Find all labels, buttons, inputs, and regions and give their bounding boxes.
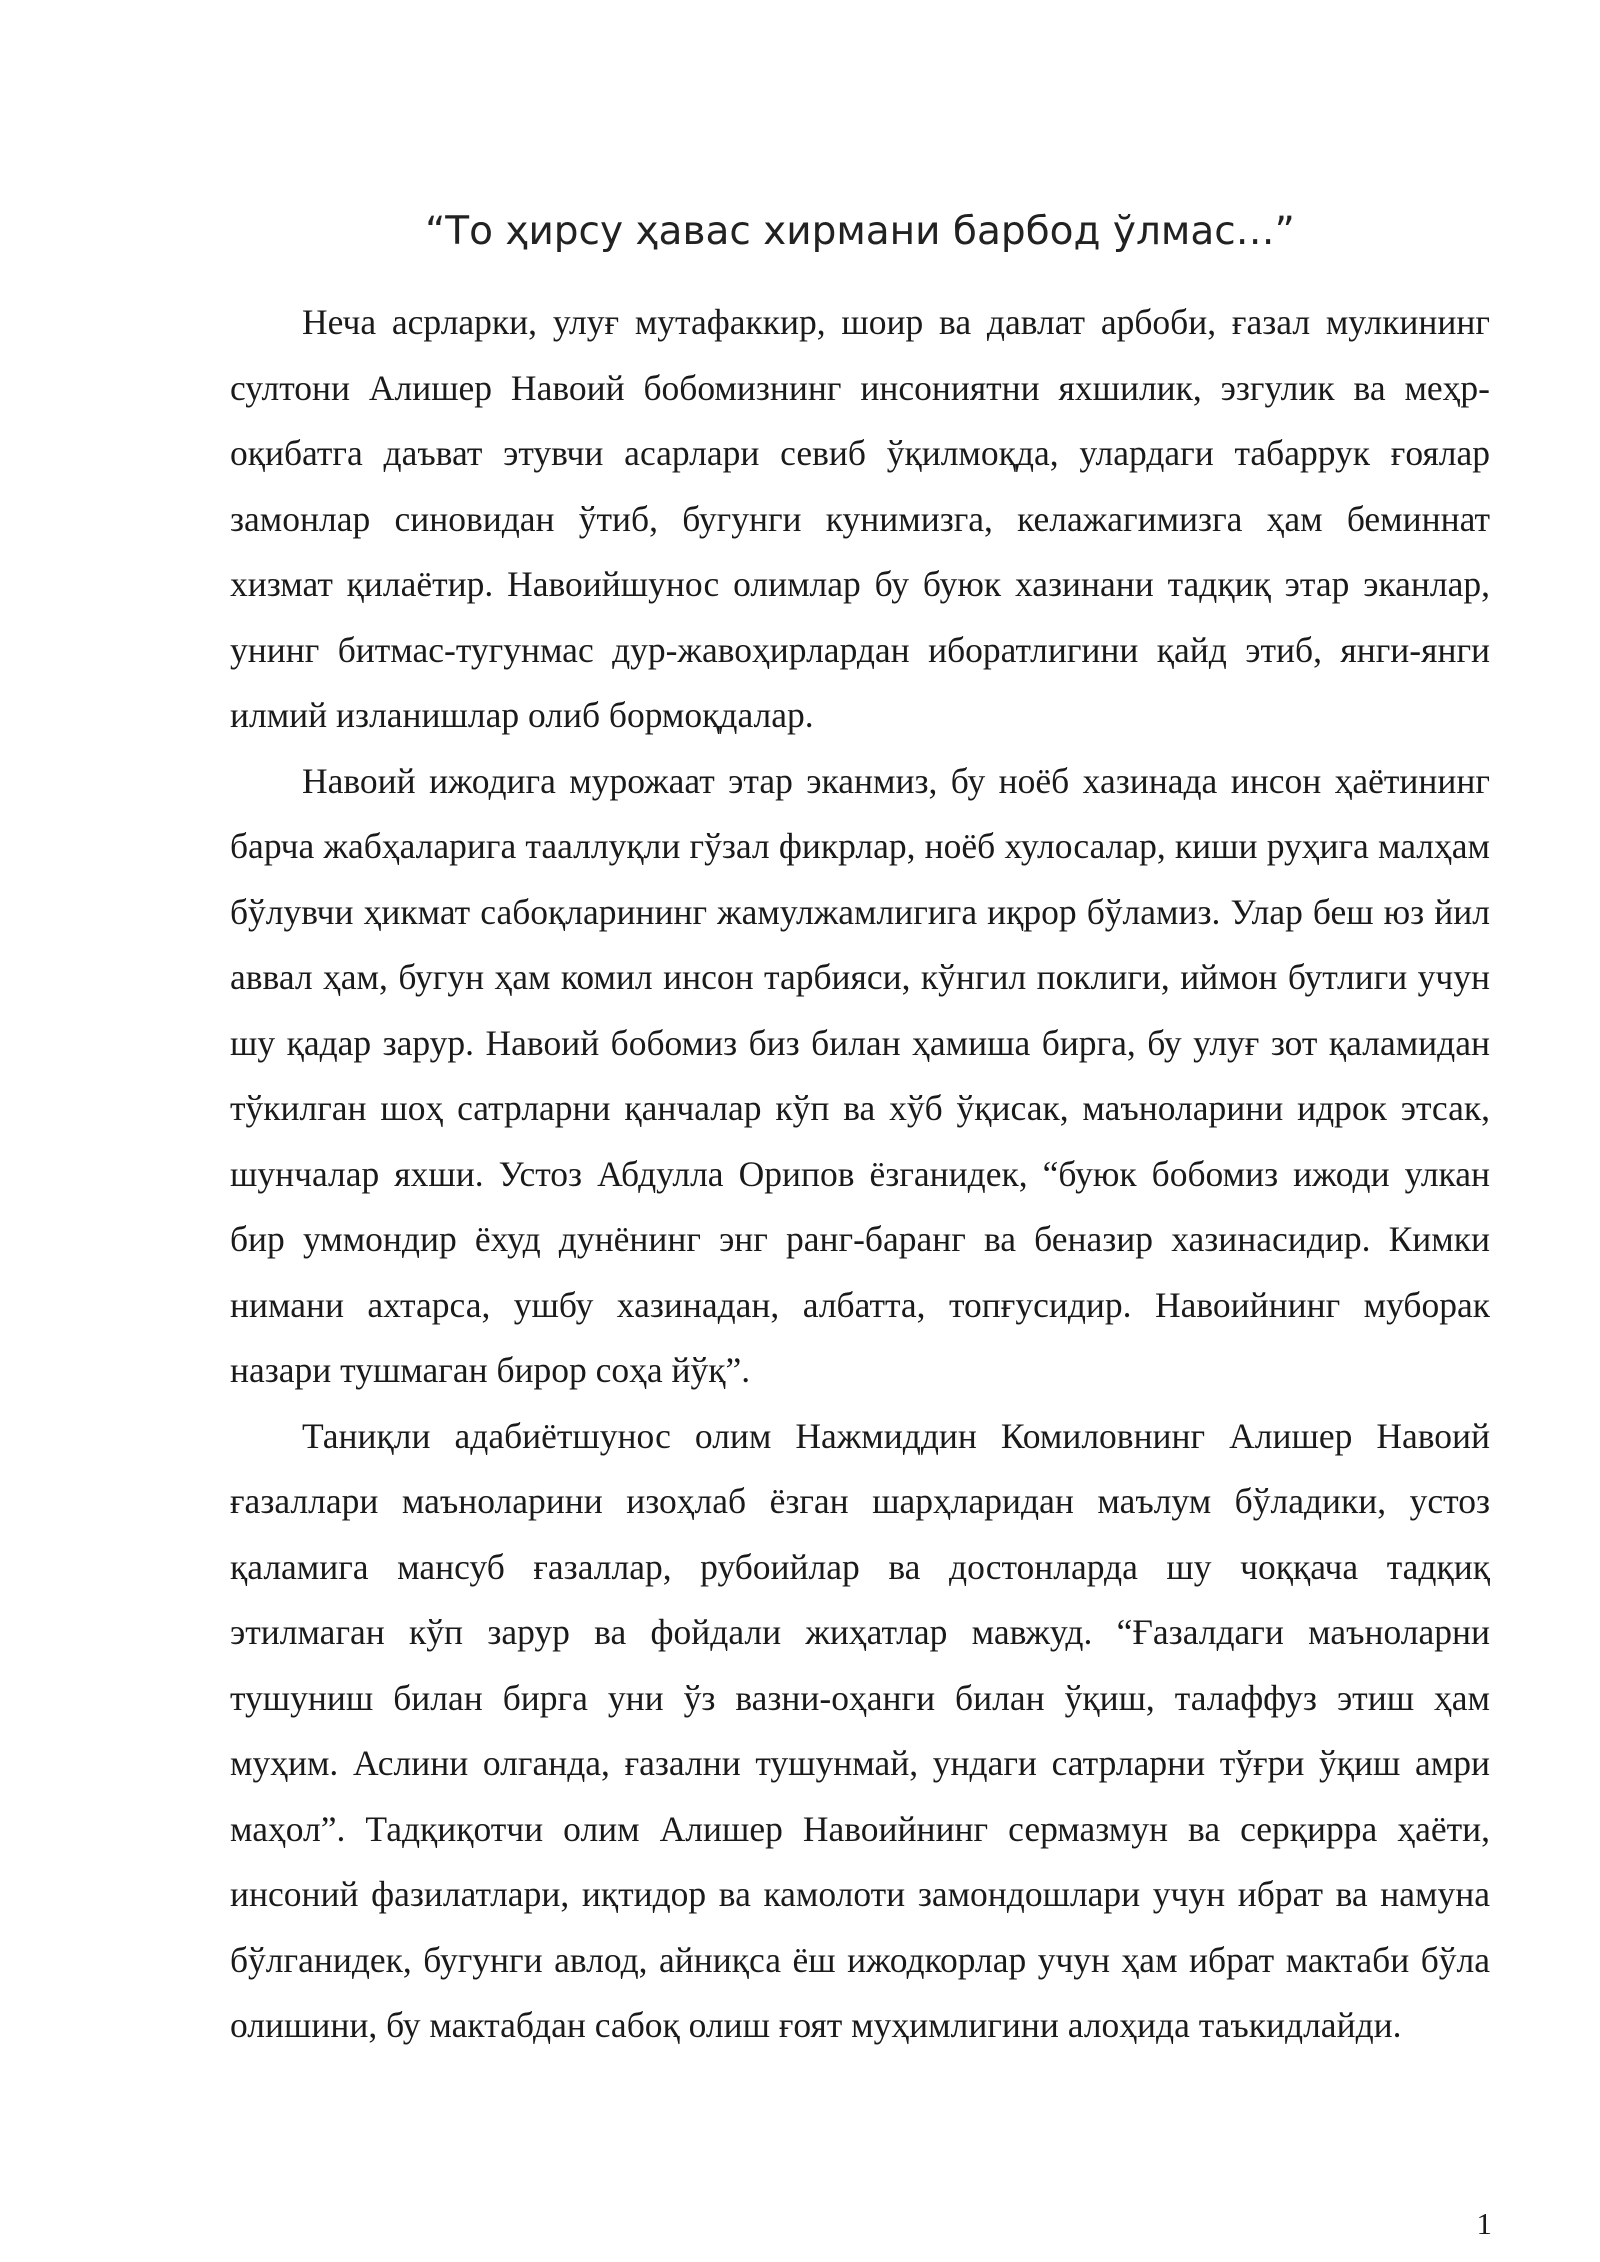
paragraph-3: Таниқли адабиётшунос олим Нажмиддин Комиловнинг Алишер Навоий ғазаллари маъноларини изоҳлаб ёзган шарҳларидан маълум бўладики, устоз қаламига мансуб ғазаллар, рубоийлар ва достонларда шу чоққача тадқиқ этилмаган кўп зарур ва фойдали жиҳатлар мавжуд. “Ғазалдаги маъноларни тушуниш билан бирга уни ўз вазни-оҳанги билан ўқиш, талаффуз этиш ҳам муҳим. Аслини олганда, ғазални тушунмай, ундаги сатрларни тўғри ўқиш амри маҳол”. Тадқиқотчи олим Алишер Навоийнинг сермазмун ва серқирра ҳаёти, инсоний фазилатлари, иқтидор ва камолоти замондошлари учун ибрат ва намуна бўлганидек, бугунги авлод, айниқса ёш ижодкорлар учун ҳам ибрат мактаби бўла олишини, бу мактабдан сабоқ олиш ғоят муҳимлигини алоҳида таъкидлайди. (230, 1415, 1490, 2045)
paragraph-1: Неча асрларки, улуғ мутафаккир, шоир ва давлат арбоби, ғазал мулкининг султони Алишер Навоий бобомизнинг инсониятни яхшилик, эзгулик ва меҳр-оқибатга даъват этувчи асарлари севиб ўқилмоқда, улардаги табаррук ғоялар замонлар синовидан ўтиб, бугунги кунимизга, келажагимизга ҳам беминнат хизмат қилаётир. Навоийшунос олимлар бу буюк хазинани тадқиқ этар эканлар, унинг битмас-тугунмас дур-жавоҳирлардан иборатлигини қайд этиб, янги-янги илмий изланишлар олиб бормоқдалар. (230, 302, 1490, 735)
document-body (230, 290, 1490, 2059)
document-title: “То ҳирсу ҳавас хирмани барбод ўлмас…” (425, 209, 1295, 254)
page-number: 1 (1476, 2206, 1492, 2241)
paragraph-2: Навоий ижодига мурожаат этар эканмиз, бу ноёб хазинада инсон ҳаётининг барча жабҳаларига тааллуқли гўзал фикрлар, ноёб хулосалар, киши руҳига малҳам бўлувчи ҳикмат сабоқларининг жамулжамлигига иқрор бўламиз. Улар беш юз йил аввал ҳам, бугун ҳам комил инсон тарбияси, кўнгил поклиги, иймон бутлиги учун шу қадар зарур. Навоий бобомиз биз билан ҳамиша бирга, бу улуғ зот қаламидан тўкилган шоҳ сатрларни қанчалар кўп ва хўб ўқисак, маъноларини идрок этсак, шунчалар яхши. Устоз Абдулла Орипов ёзганидек, “буюк бобомиз ижоди улкан бир уммондир ёхуд дунёнинг энг ранг-баранг ва беназир хазинасидир. Кимки нимани ахтарса, ушбу хазинадан, албатта, топғусидир. Навоийнинг муборак назари тушмаган бирор соҳа йўқ”. (230, 760, 1490, 1390)
